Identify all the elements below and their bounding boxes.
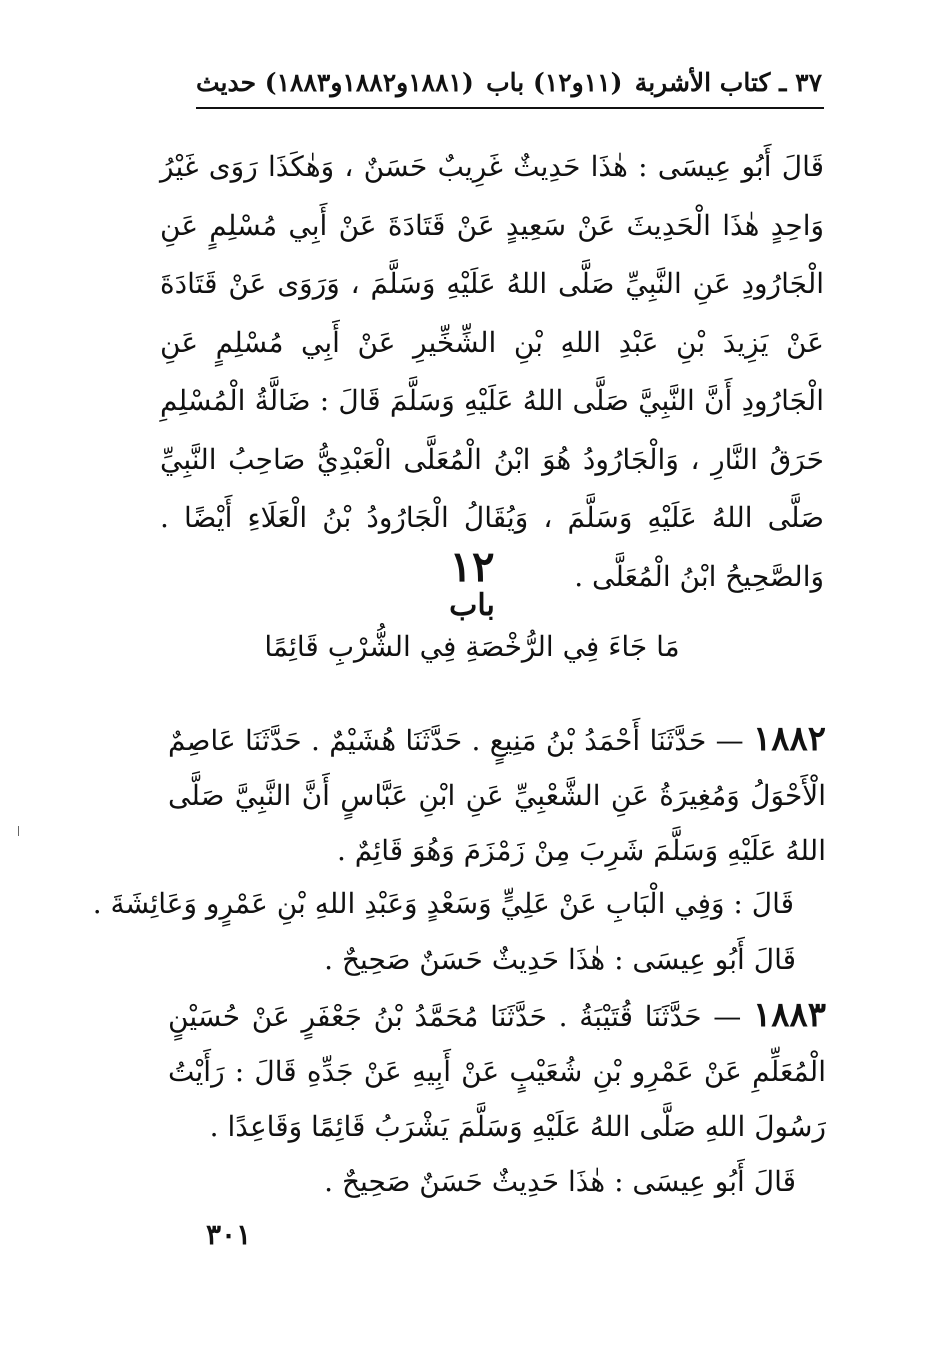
chapter-note: قَالَ : وَفِي الْبَابِ عَنْ عَلِيٍّ وَسَعْدٍ وَعَبْدِ اللهِ بْنِ عَمْرٍو وَعَائِشَةَ .	[92, 887, 794, 920]
grade-note: قَالَ أَبُو عِيسَى : هٰذَا حَدِيثٌ حَسَنٌ صَحِيحٌ .	[324, 943, 796, 976]
running-header	[196, 62, 822, 102]
hadith-text: حَدَّثَنَا أَحْمَدُ بْنُ مَنِيعٍ . حَدَّثَنَا هُشَيْمٌ . حَدَّثَنَا عَاصِمٌ الْأَحْوَلُ وَمُغِيرَةُ عَنِ الشَّعْبِيِّ عَنِ ابْنِ عَبَّاسٍ أَنَّ النَّبِيَّ صَلَّى اللهُ عَلَيْهِ وَسَلَّمَ شَرِبَ مِنْ زَمْزَمَ وَهُوَ قَائِمٌ .	[168, 724, 826, 867]
chapter-number: ١٢	[449, 542, 495, 591]
hadith-number: ١٨٨٢	[752, 719, 826, 759]
chapter-heading: باب	[449, 588, 495, 623]
header-hadith-range: (١٨٨١و١٨٨٢و١٨٨٣) حديث	[196, 67, 474, 97]
commentary-paragraph: قَالَ أَبُو عِيسَى : هٰذَا حَدِيثٌ غَرِيبٌ حَسَنٌ ، وَهٰكَذَا رَوَى غَيْرُ وَاحِدٍ هٰذَا الْحَدِيثَ عَنْ سَعِيدٍ عَنْ قَتَادَةَ عَنْ أَبِي مُسْلِمٍ عَنِ الْجَارُودِ عَنِ النَّبِيِّ صَلَّى اللهُ عَلَيْهِ وَسَلَّمَ ، وَرَوَى عَنْ قَتَادَةَ عَنْ يَزِيدَ بْنِ عَبْدِ اللهِ بْنِ الشِّخِّيرِ عَنْ أَبِي مُسْلِمٍ عَنِ الْجَارُودِ أَنَّ النَّبِيَّ صَلَّى اللهُ عَلَيْهِ وَسَلَّمَ قَالَ : ضَالَّةُ الْمُسْلِمِ حَرَقُ النَّارِ ، وَالْجَارُودُ هُوَ ابْنُ الْمُعَلَّى الْعَبْدِيُّ صَاحِبُ النَّبِيِّ صَلَّى اللهُ عَلَيْهِ وَسَلَّمَ ، وَيُقَالُ الْجَارُودُ بْنُ الْعَلَاءِ أَيْضًا . وَالصَّحِيحُ ابْنُ الْمُعَلَّى .	[160, 150, 824, 593]
hadith-text: حَدَّثَنَا قُتَيْبَةُ . حَدَّثَنَا مُحَمَّدُ بْنُ جَعْفَرٍ عَنْ حُسَيْنٍ الْمُعَلِّمِ عَنْ عَمْرِو بْنِ شُعَيْبٍ عَنْ أَبِيهِ عَنْ جَدِّهِ قَالَ : رَأَيْتُ رَسُولَ اللهِ صَلَّى اللهُ عَلَيْهِ وَسَلَّمَ يَشْرَبُ قَائِمًا وَقَاعِدًا .	[168, 1000, 826, 1143]
scan-mark	[18, 826, 19, 836]
header-divider	[196, 107, 824, 109]
grade-note: قَالَ أَبُو عِيسَى : هٰذَا حَدِيثٌ حَسَنٌ صَحِيحٌ .	[324, 1165, 796, 1198]
hadith-number: ١٨٨٣	[752, 995, 826, 1035]
chapter-title: مَا جَاءَ فِي الرُّخْصَةِ فِي الشُّرْبِ قَائِمًا	[264, 630, 680, 663]
header-chapter: ٣٧ ـ كتاب الأشربة	[634, 67, 822, 97]
hadith-dash: —	[706, 724, 753, 757]
hadith-dash: —	[701, 1000, 753, 1033]
page-number: ٣٠١	[206, 1218, 252, 1251]
hadith-entry	[168, 988, 826, 1154]
hadith-entry	[168, 712, 826, 878]
header-chapters-range: (١١و١٢) باب	[486, 67, 623, 97]
